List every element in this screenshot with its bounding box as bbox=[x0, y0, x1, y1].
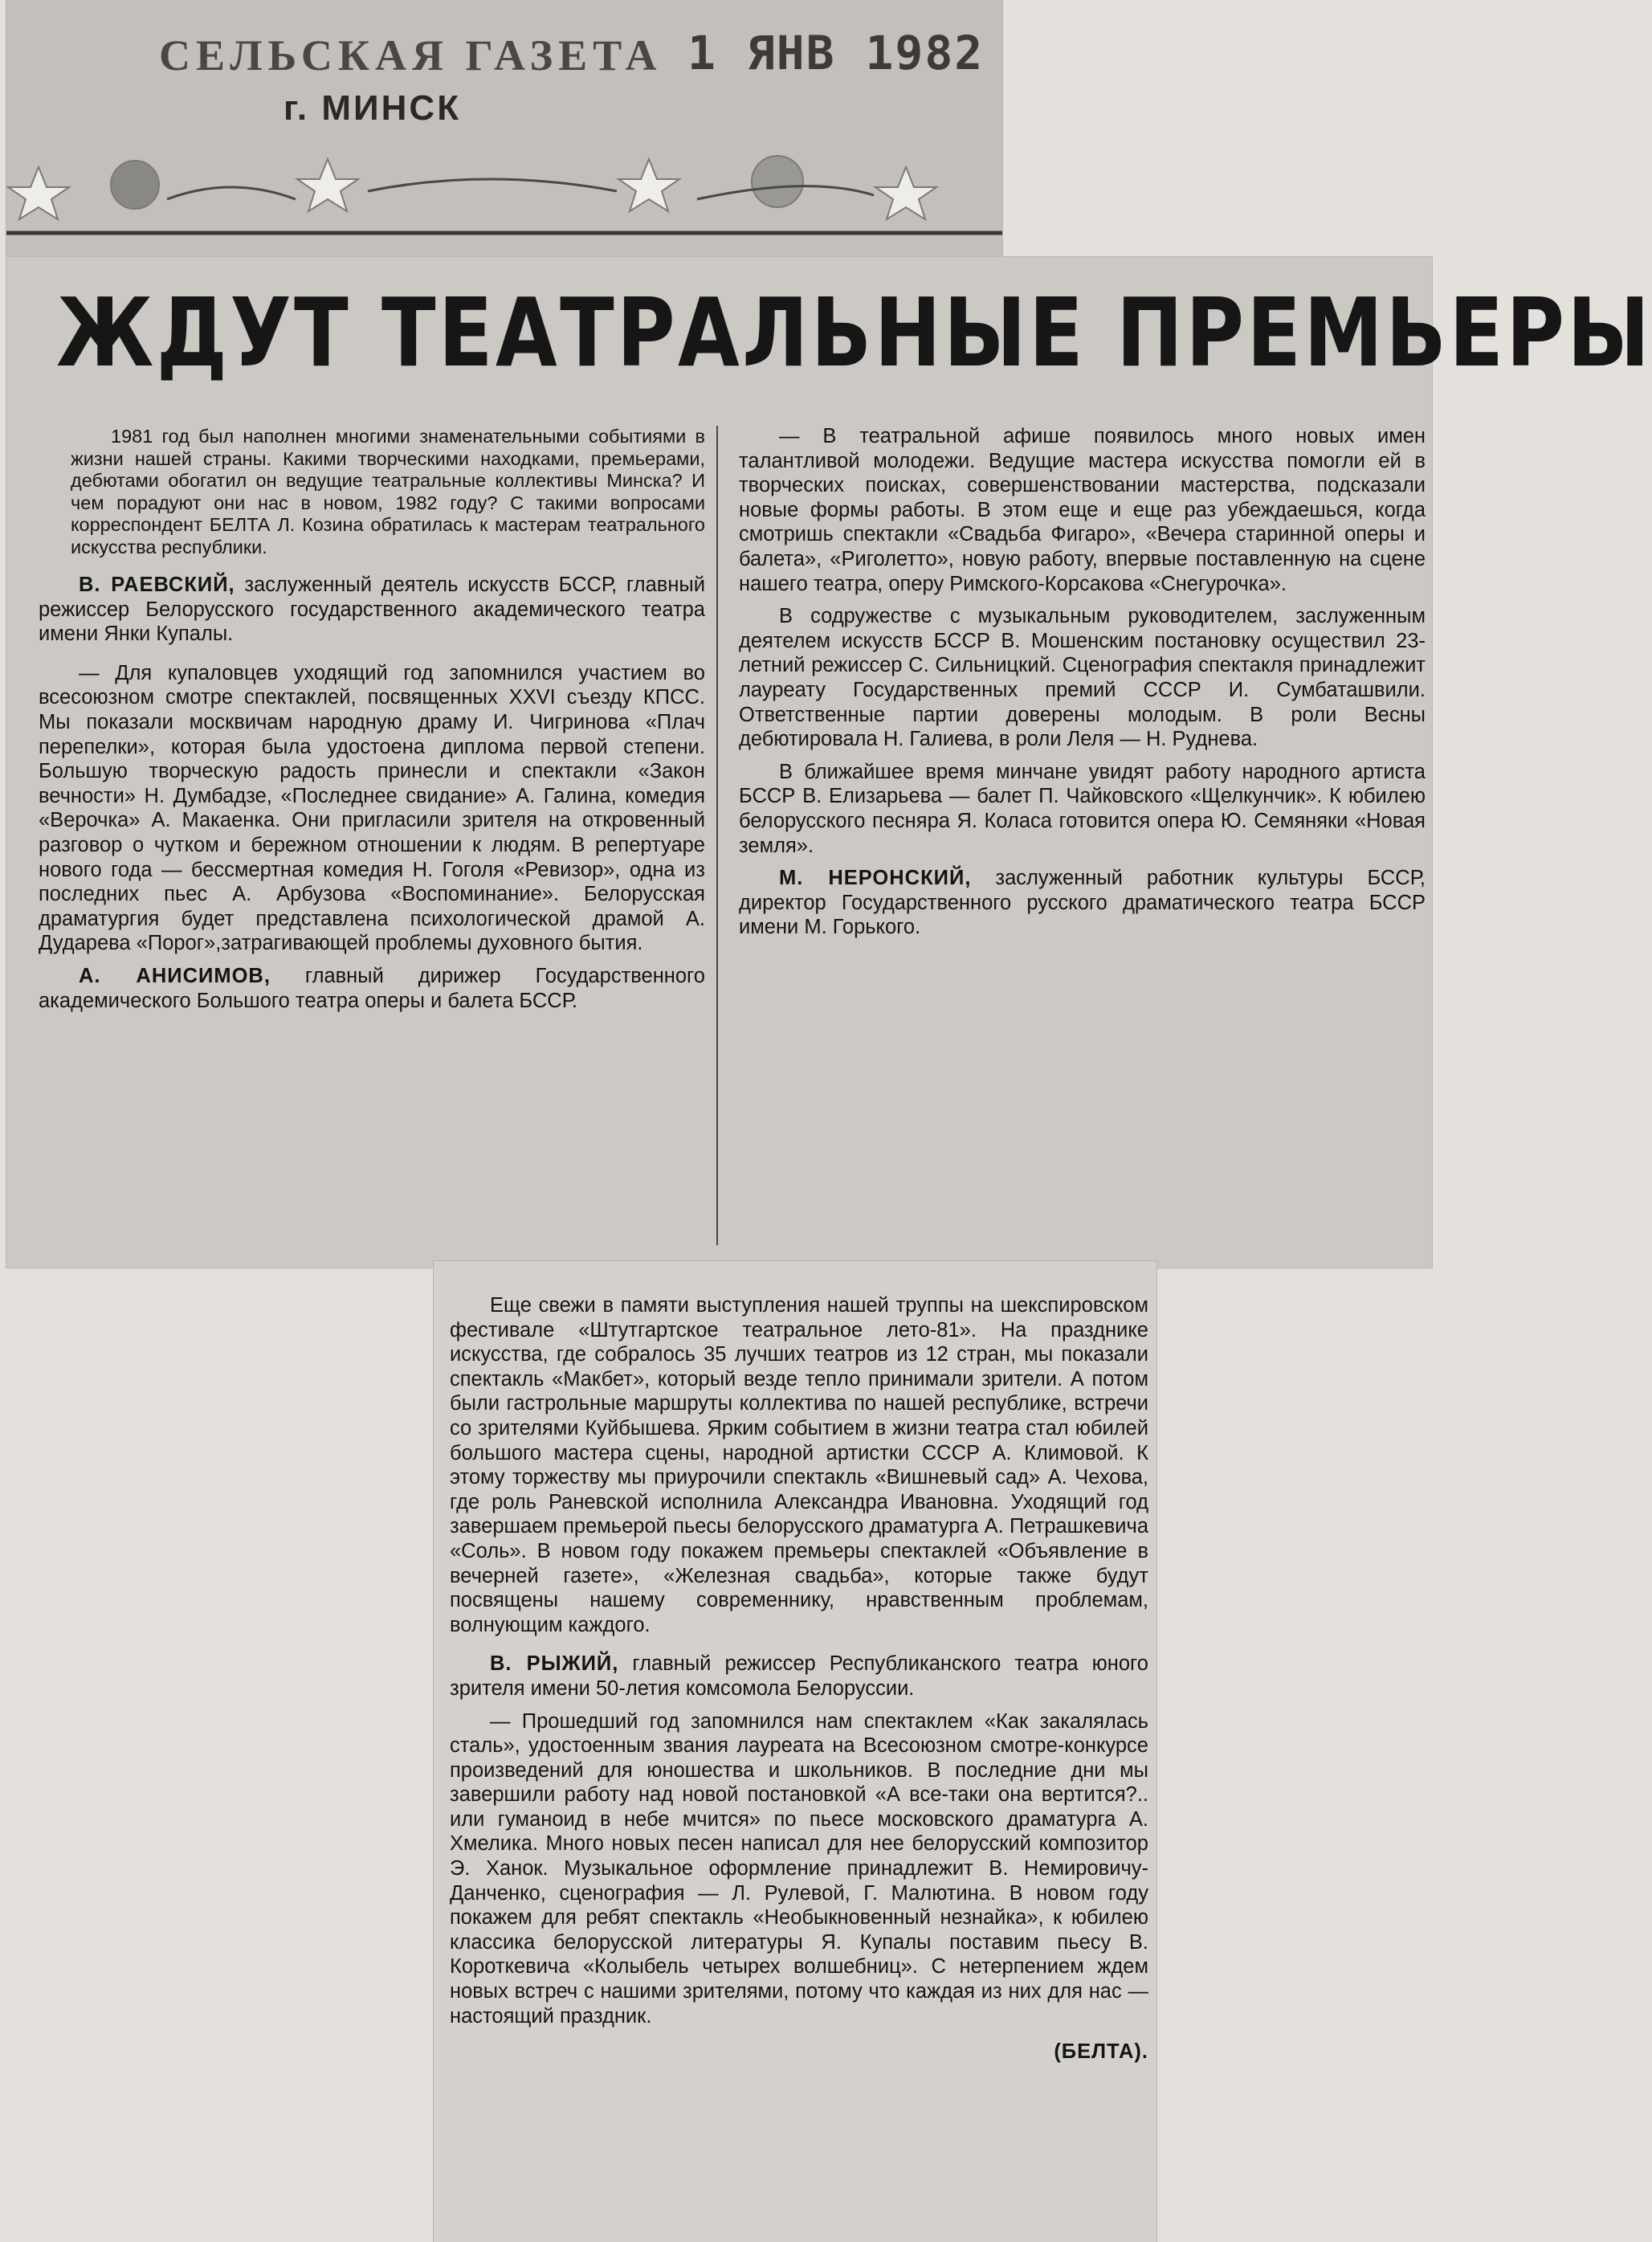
ornament-branch bbox=[167, 187, 296, 199]
new-year-ornament bbox=[6, 143, 1002, 239]
speaker-intro bbox=[39, 964, 705, 1013]
speaker-name: А. АНИСИМОВ, bbox=[79, 964, 271, 987]
speaker-intro bbox=[739, 866, 1426, 940]
paragraph: В содружестве с музыкальным руководителем, заслуженным деятелем искусств БССР В. Мошенским постановку осуществил 23-летний режиссер С. Сильницкий. Сценография спектакля принадлежит лауреату Государственных премий СССР И. Сумбаташвили. Ответственные партии доверены молодым. В роли Весны дебютировала Н. Галиева, в роли Леля — Н. Руднева. bbox=[739, 605, 1426, 751]
paragraph: В ближайшее время минчане увидят работу народного артиста БССР В. Елизарьева — балет П. Чайковского «Щелкунчик». К юбилею белорусского песняра Я. Коласа готовится опера Ю. Семяняки «Новая земля». bbox=[739, 760, 1426, 857]
column-continuation bbox=[450, 1293, 1148, 2073]
newspaper-city: г. МИНСК bbox=[283, 88, 462, 128]
date-stamp: 1 ЯНВ 1982 bbox=[687, 26, 985, 80]
paragraph: — В театральной афише появилось много новых имен талантливой молодежи. Ведущие мастера искусства помогли ей в творческих поисках, совершенствовании мастерства, подсказали новые формы работы. В этом еще и еще раз убеждаешься, когда смотришь спектакли «Свадьба Фигаро», «Вечера старинной оперы и балета», «Риголетто», новую работу, впервые поставленную на сцене нашего театра, оперу Римского-Корсакова «Снегурочка». bbox=[739, 425, 1426, 595]
newspaper-name: СЕЛЬСКАЯ ГАЗЕТА bbox=[159, 31, 663, 80]
column-left bbox=[39, 426, 705, 1021]
article-lead: 1981 год был наполнен многими знаменательными событиями в жизни нашей страны. Какими творческими находками, премьерами, дебютами обогатил он ведущие театральные коллективы Минска? И чем порадуют они нас в новом, 1982 году? С такими вопросами корреспондент БЕЛТА Л. Козина обратилась к мастерам театрального искусства республики. bbox=[71, 426, 705, 557]
column-right bbox=[739, 424, 1426, 948]
speaker-name: М. НЕРОНСКИЙ, bbox=[779, 867, 972, 890]
ornament-branch bbox=[368, 179, 617, 191]
speaker-name: В. РЫЖИЙ, bbox=[490, 1652, 619, 1676]
speaker-intro bbox=[450, 1652, 1148, 1701]
speaker-title: заслуженный деятель искусств БССР, главный режиссер Белорусского государственного академического театра имени Янки Купалы. bbox=[39, 574, 705, 646]
ornament-star bbox=[875, 167, 936, 219]
column-divider bbox=[716, 426, 718, 1245]
speaker-title: главный режиссер Республиканского театра юного зрителя имени 50-летия комсомола Белоруссии. bbox=[450, 1652, 1148, 1700]
masthead-clipping bbox=[6, 0, 1002, 269]
paragraph: — Для купаловцев уходящий год запомнился участием во всесоюзном смотре спектаклей, посвященных XXVI съезду КПСС. Мы показали москвичам народную драму И. Чигринова «Плач перепелки», которая была удостоена диплома первой степени. Большую творческую радость принесли и спектакли «Закон вечности» Н. Думбадзе, «Последнее свидание» А. Галина, комедия «Верочка» А. Макаенка. Они пригласили зрителя на откровенный разговор о чутком и бережном отношении к людям. В репертуаре нового года — бессмертная комедия Н. Гоголя «Ревизор», одна из последних пьес А. Арбузова «Воспоминание». Белорусская драматургия будет представлена психологической драмой А. Дударева «Порог»,затрагивающей проблемы духовного бытия. bbox=[39, 661, 705, 955]
ornament-star bbox=[297, 159, 358, 211]
ornament-star bbox=[618, 159, 679, 211]
news-agency-credit: (БЕЛТА). bbox=[1054, 2040, 1148, 2064]
ornament-ball bbox=[111, 161, 159, 209]
speaker-name: В. РАЕВСКИЙ, bbox=[79, 574, 235, 596]
ornament-star bbox=[8, 167, 69, 219]
speaker-intro bbox=[39, 573, 705, 647]
speaker-title: главный дирижер Государственного академического Большого театра оперы и балета БССР. bbox=[39, 964, 705, 1012]
speaker-title: заслуженный работник культуры БССР, директор Государственного русского драматического театра БССР имени М. Горького. bbox=[739, 867, 1426, 939]
ornament-ball bbox=[752, 156, 803, 207]
paragraph: — Прошедший год запомнился нам спектаклем «Как закалялась сталь», удостоенным звания лауреата на Всесоюзном смотре-конкурсе произведений для юношества и школьников. В последние дни мы завершили работу над новой постановкой «А все-таки она вертится?.. или гуманоид в небе мчится» по пьесе московского драматурга А. Хмелика. Много новых песен написал для нее белорусский композитор Э. Ханок. Музыкальное оформление принадлежит В. Немировичу-Данченко, сценография — Л. Рулевой, Г. Малютина. В новом году покажем для ребят спектакль «Необыкновенный незнайка», к юбилею классика белорусской литературы Я. Купалы поставим пьесу В. Короткевича «Колыбель четырех волшебниц». С нетерпением ждем новых встреч с нашими зрителями, потому что каждая из них для нас — настоящий праздник. bbox=[450, 1709, 1148, 2028]
paragraph: Еще свежи в памяти выступления нашей труппы на шекспировском фестивале «Штутгартское театральное лето-81». На празднике искусства, где собралось 35 лучших театров из 12 стран, мы показали спектакль «Макбет», который везде тепло принимали зрители. А потом были гастрольные маршруты коллектива по нашей республике, встречи со зрителями Куйбышева. Ярким событием в жизни театра стал юбилей большого мастера сцены, народной артистки СССР А. Климовой. К этому торжеству мы приурочили спектакль «Вишневый сад» А. Чехова, где роль Раневской исполнила Александра Ивановна. Уходящий год завершаем премьерой пьесы белорусского драматурга А. Петрашкевича «Соль». В новом году покажем премьеры спектаклей «Объявление в вечерней газете», «Железная свадьба», которые также будут посвящены нашему современнику, нравственным проблемам, волнующим каждого. bbox=[450, 1294, 1148, 1636]
article-headline: ЖДУТ ТЕАТРАЛЬНЫЕ ПРЕМЬЕРЫ bbox=[56, 277, 1652, 388]
